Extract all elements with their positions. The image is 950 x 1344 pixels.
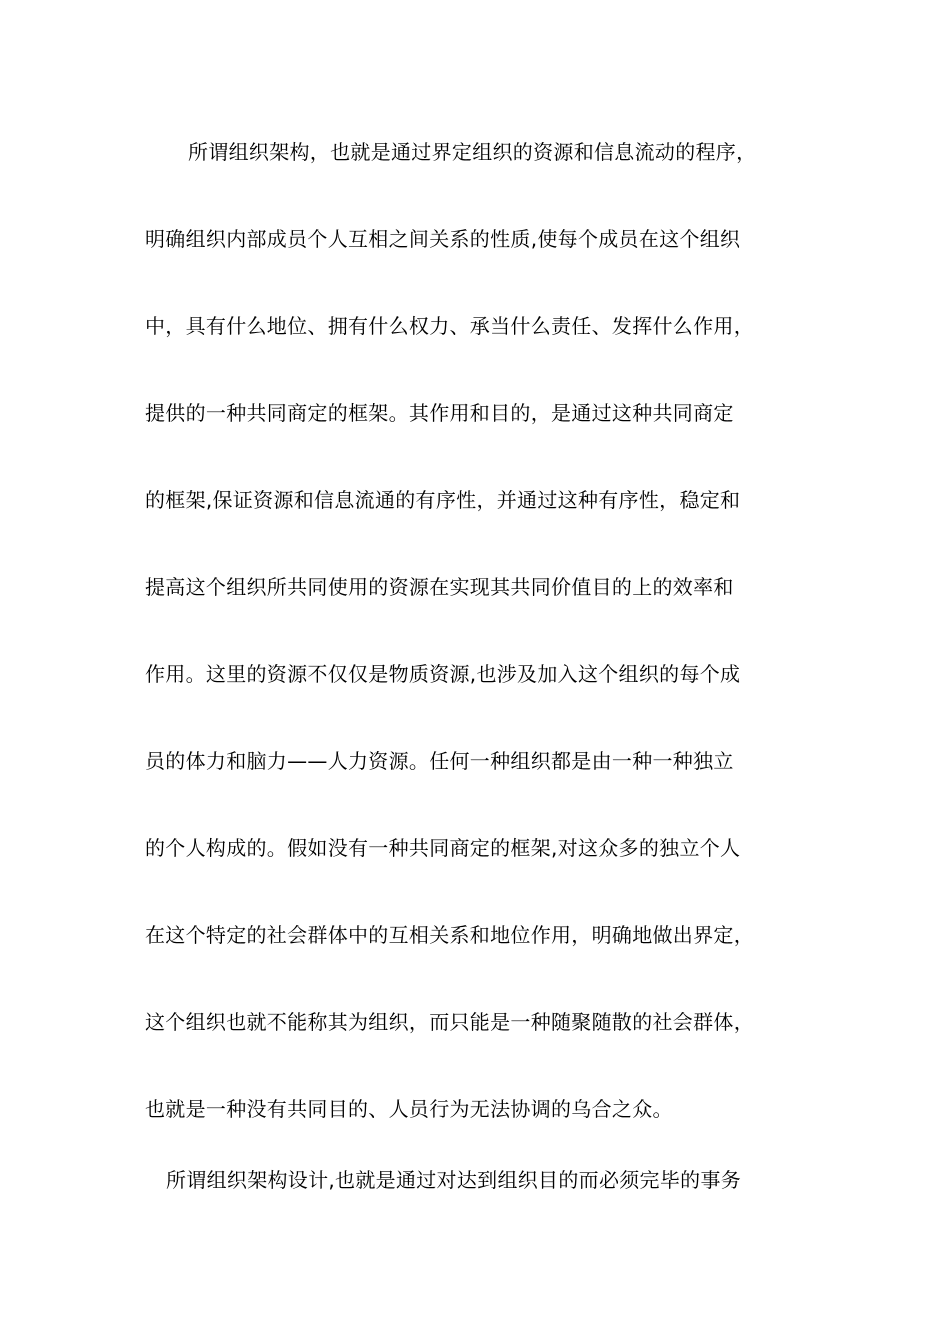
paragraph-1-line-6: 提高这个组织所共同使用的资源在实现其共同价值目的上的效率和 [145,575,734,599]
paragraph-1-line-4: 提供的一种共同商定的框架。其作用和目的，是通过这种共同商定 [145,401,734,425]
paragraph-1-line-5: 的框架,保证资源和信息流通的有序性，并通过这种有序性，稳定和 [145,488,741,512]
paragraph-2-line-1: 所谓组织架构设计,也就是通过对达到组织目的而必须完毕的事务 [166,1168,742,1192]
paragraph-1-line-3: 中，具有什么地位、拥有什么权力、承当什么责任、发挥什么作用， [145,314,754,338]
paragraph-1-line-8: 员的体力和脑力——人力资源。任何一种组织都是由一种一种独立 [145,749,734,773]
paragraph-1-line-2: 明确组织内部成员个人互相之间关系的性质,使每个成员在这个组织 [145,227,741,251]
paragraph-1-line-10: 在这个特定的社会群体中的互相关系和地位作用，明确地做出界定， [145,923,754,947]
paragraph-1-line-7: 作用。这里的资源不仅仅是物质资源,也涉及加入这个组织的每个成 [145,662,741,686]
paragraph-1-line-1: 所谓组织架构，也就是通过界定组织的资源和信息流动的程序， [188,140,757,164]
paragraph-1-line-12: 也就是一种没有共同目的、人员行为无法协调的乌合之众。 [145,1097,673,1121]
paragraph-1-line-9: 的个人构成的。假如没有一种共同商定的框架,对这众多的独立个人 [145,836,741,860]
paragraph-1-line-11: 这个组织也就不能称其为组织，而只能是一种随聚随散的社会群体， [145,1010,754,1034]
